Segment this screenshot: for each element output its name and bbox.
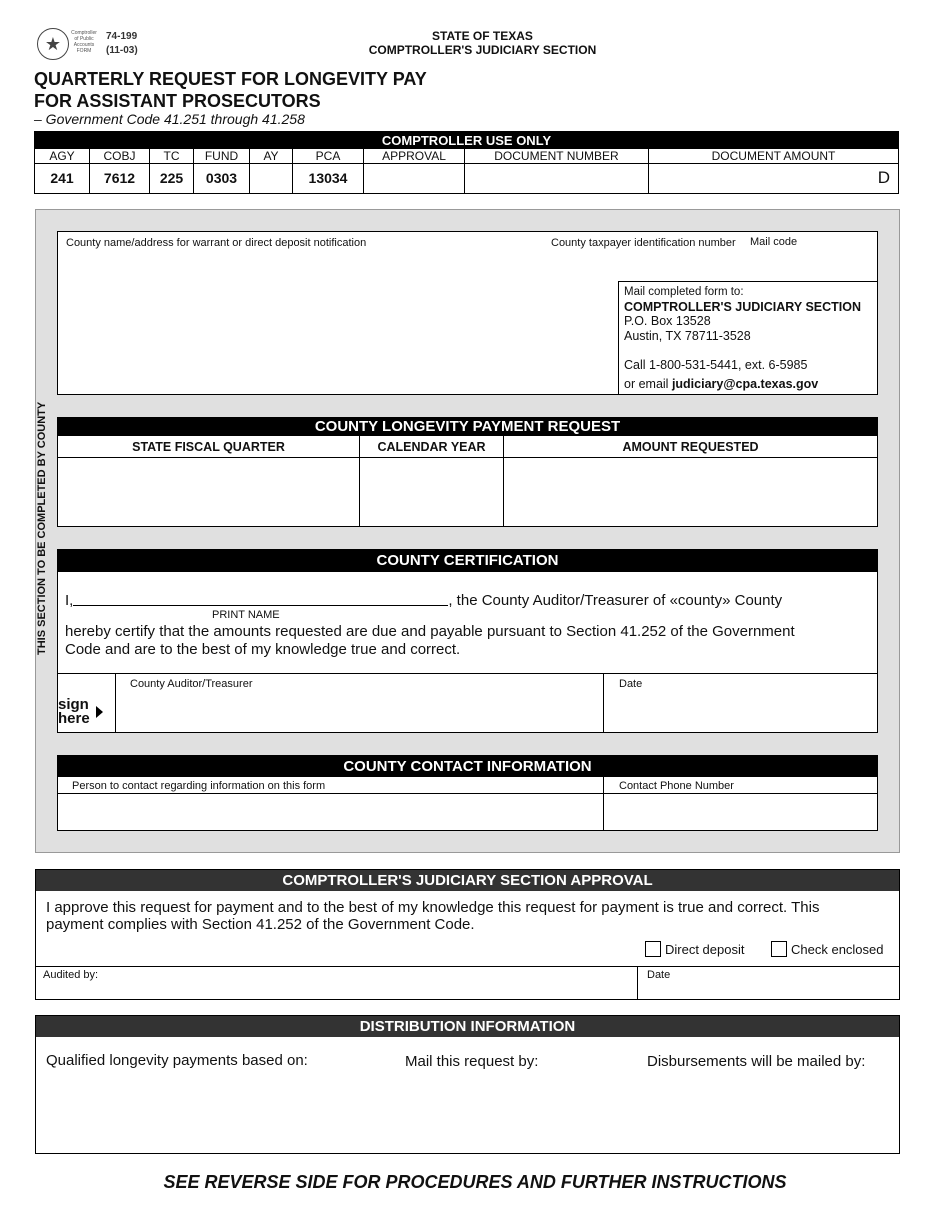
approval-divider — [35, 966, 900, 967]
approval-date-field[interactable] — [638, 980, 899, 999]
approval-text-2: payment complies with Section 41.252 of the Government Code. — [46, 916, 475, 933]
section-name: COMPTROLLER'S JUDICIARY SECTION — [368, 43, 597, 57]
mail-to-box: P.O. Box 13528 — [624, 314, 711, 328]
certification-line-1 — [65, 592, 782, 610]
sign-here-line-1: sign — [58, 696, 89, 713]
cuo-col-agy — [35, 149, 90, 193]
cert-divider — [57, 673, 878, 674]
audited-by-label: Audited by: — [43, 969, 99, 981]
email-link[interactable]: judiciary@cpa.texas.gov — [671, 376, 819, 391]
form-number: 74-199 — [106, 31, 138, 42]
cuo-col-fund — [194, 149, 250, 193]
payment-request-box — [57, 417, 878, 527]
cuo-value[interactable] — [364, 164, 464, 193]
cuo-col-ay — [250, 149, 293, 193]
cuo-label: DOCUMENT NUMBER — [465, 149, 648, 164]
cert-prefix: I, — [65, 592, 74, 609]
county-section-label: THIS SECTION TO BE COMPLETED BY COUNTY — [36, 401, 48, 655]
sign-here-marker — [58, 698, 90, 726]
cuo-col-document-number — [465, 149, 649, 193]
cuo-label: FUND — [194, 149, 249, 164]
contact-person-field[interactable] — [58, 794, 603, 830]
taxpayer-id-label: County taxpayer identification number — [551, 237, 736, 249]
contact-phone-field[interactable] — [604, 794, 877, 830]
cuo-value[interactable] — [250, 164, 292, 193]
print-name-label: PRINT NAME — [212, 609, 280, 621]
cuo-value[interactable]: 7612 — [103, 170, 136, 186]
distribution-col-1: Qualified longevity payments based on: — [46, 1052, 308, 1069]
col-fiscal-quarter: STATE FISCAL QUARTER — [58, 436, 360, 457]
contact-heading: COUNTY CONTACT INFORMATION — [58, 756, 877, 777]
mail-to-org: COMPTROLLER'S JUDICIARY SECTION — [624, 299, 862, 314]
email-info — [624, 377, 873, 392]
phone-info: Call 1-800-531-5441, ext. 6-5985 — [624, 358, 808, 372]
mail-to-info — [618, 281, 878, 394]
amount-requested-field[interactable] — [504, 458, 877, 526]
signer-label: County Auditor/Treasurer — [130, 678, 253, 690]
sign-arrow-icon — [96, 706, 103, 718]
cert-suffix: , the County Auditor/Treasurer of «county» County — [448, 592, 783, 609]
cuo-label: PCA — [293, 149, 363, 164]
direct-deposit-option[interactable] — [645, 941, 744, 957]
check-enclosed-label: Check enclosed — [791, 942, 884, 957]
print-name-field[interactable] — [73, 592, 448, 606]
sign-here-line-2: here — [58, 710, 90, 727]
agency-header — [0, 29, 950, 57]
direct-deposit-checkbox[interactable] — [645, 941, 661, 957]
certification-line-3: Code and are to the best of my knowledge true and correct. — [65, 641, 461, 658]
payment-request-header-row — [58, 436, 877, 458]
cuo-col-cobj — [90, 149, 150, 193]
mail-to-label: Mail completed form to: — [624, 286, 744, 298]
certification-line-2: hereby certify that the amounts requested are due and payable pursuant to Section 41.252 of the Government — [65, 623, 795, 640]
comptroller-use-heading: COMPTROLLER USE ONLY — [35, 132, 898, 149]
cuo-label: COBJ — [90, 149, 149, 164]
state-name: STATE OF TEXAS — [432, 29, 533, 43]
distribution-col-3: Disbursements will be mailed by: — [647, 1053, 866, 1070]
distribution-box — [35, 1015, 900, 1154]
cuo-label: AGY — [35, 149, 89, 164]
cuo-label: DOCUMENT AMOUNT — [649, 149, 898, 164]
form-revision: (11-03) — [106, 45, 138, 56]
payment-request-heading: COUNTY LONGEVITY PAYMENT REQUEST — [58, 418, 877, 436]
check-enclosed-option[interactable] — [771, 941, 884, 957]
cuo-col-tc — [150, 149, 194, 193]
fiscal-quarter-field[interactable] — [58, 458, 360, 526]
col-amount-requested: AMOUNT REQUESTED — [622, 440, 759, 454]
comptroller-use-grid — [35, 149, 898, 193]
cuo-value[interactable]: 0303 — [205, 170, 238, 186]
mail-code-label: Mail code — [750, 236, 798, 248]
distribution-col-2: Mail this request by: — [405, 1053, 539, 1070]
cert-date-field[interactable] — [604, 690, 877, 732]
cuo-value[interactable]: 13034 — [308, 170, 348, 186]
calendar-year-field[interactable] — [360, 458, 504, 526]
cuo-col-approval — [364, 149, 465, 193]
cuo-value[interactable]: 225 — [159, 170, 184, 186]
title-line-1: QUARTERLY REQUEST FOR LONGEVITY PAY — [34, 69, 427, 89]
title-line-2: FOR ASSISTANT PROSECUTORS — [34, 91, 321, 111]
page-title — [34, 68, 427, 112]
cuo-value[interactable]: 241 — [50, 170, 74, 186]
cuo-label: APPROVAL — [364, 149, 464, 164]
audited-by-field[interactable] — [36, 980, 636, 999]
approval-date-label: Date — [647, 969, 671, 981]
cuo-label: AY — [250, 149, 292, 164]
direct-deposit-label: Direct deposit — [665, 942, 745, 957]
footer-instructions: SEE REVERSE SIDE FOR PROCEDURES AND FURTHER INSTRUCTIONS — [163, 1172, 787, 1192]
cuo-col-pca — [293, 149, 364, 193]
cuo-label: TC — [150, 149, 193, 164]
signature-field[interactable] — [116, 690, 603, 732]
county-name-label: County name/address for warrant or direct deposit notification — [66, 237, 367, 249]
contact-person-label: Person to contact regarding information on this form — [72, 780, 326, 792]
cuo-col-document-amount — [649, 149, 898, 193]
agency-logo-text: Comptroller of Public Accounts FORM — [71, 30, 97, 54]
page-subtitle: – Government Code 41.251 through 41.258 — [34, 111, 305, 127]
col-calendar-year: CALENDAR YEAR — [360, 436, 504, 457]
approval-text-1: I approve this request for payment and to the best of my knowledge this request for payment is true and correct. This — [46, 899, 820, 916]
certification-heading: COUNTY CERTIFICATION — [58, 550, 877, 572]
texas-star-seal-icon: ★ — [37, 28, 69, 60]
cuo-value[interactable]: D — [877, 168, 890, 187]
approval-heading: COMPTROLLER'S JUDICIARY SECTION APPROVAL — [36, 870, 899, 891]
email-prefix: or email — [624, 376, 672, 391]
check-enclosed-checkbox[interactable] — [771, 941, 787, 957]
mail-to-city: Austin, TX 78711-3528 — [624, 328, 751, 343]
contact-phone-label: Contact Phone Number — [619, 780, 734, 792]
distribution-heading: DISTRIBUTION INFORMATION — [36, 1016, 899, 1037]
comptroller-use-table — [34, 131, 899, 194]
cuo-value[interactable] — [465, 164, 648, 193]
payment-request-row — [58, 458, 877, 526]
cert-date-label: Date — [619, 678, 643, 690]
